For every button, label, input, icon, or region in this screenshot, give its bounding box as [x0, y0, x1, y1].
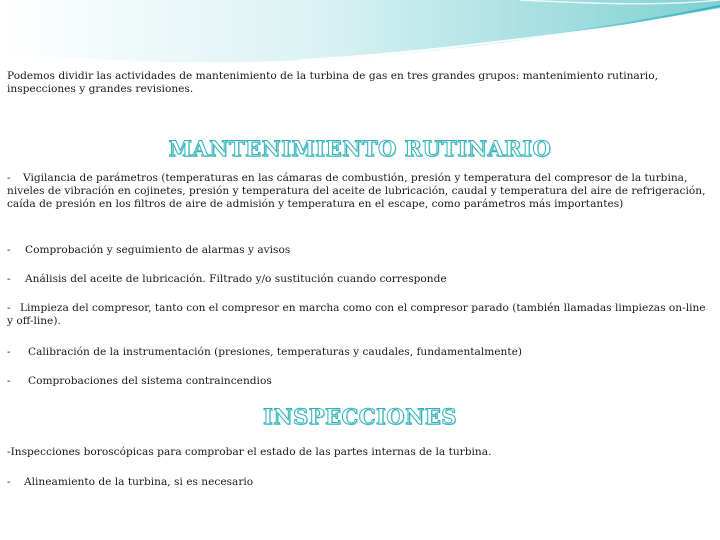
bullet-dash: -: [7, 375, 11, 387]
header-wave-decoration: [0, 0, 720, 70]
list-item-limpieza: Limpieza del compresor, tanto con el compresor en marcha como con el compresor parado (también llamadas limpiezas on-line y off-line).: [7, 302, 706, 328]
heading-mantenimiento-rutinario: MANTENIMIENTO RUTINARIO: [168, 136, 552, 161]
list-item-contraincendios: Comprobaciones del sistema contraincendios: [28, 375, 272, 387]
list-item-alineamiento: Alineamiento de la turbina, si es necesario: [24, 476, 254, 488]
bullet-dash: -: [7, 244, 11, 256]
list-item-aceite: Análisis del aceite de lubricación. Filtrado y/o sustitución cuando corresponde: [25, 273, 447, 285]
list-item-vigilancia: Vigilancia de parámetros (temperaturas en las cámaras de combustión, presión y temperatura del compresor de la turbina, niveles de vibración en cojinetes, presión y temperatura del aceite de lubricación, caudal y temperatura del aire de refrigeración, caída de presión en los filtros de aire de admisión y temperatura en el escape, como parámetros más importantes): [7, 172, 706, 211]
list-item-alarmas: Comprobación y seguimiento de alarmas y avisos: [25, 244, 291, 256]
heading-inspecciones: INSPECCIONES: [263, 404, 457, 429]
intro-paragraph: Podemos dividir las actividades de mantenimiento de la turbina de gas en tres grandes grupos: mantenimiento rutinario, inspecciones y grandes revisiones.: [7, 70, 658, 96]
bullet-dash: -: [7, 302, 11, 314]
bullet-dash: -: [7, 172, 11, 184]
list-item-calibracion: Calibración de la instrumentación (presiones, temperaturas y caudales, fundamentalmente): [28, 346, 523, 358]
list-item-boroscopicas: -Inspecciones boroscópicas para comprobar el estado de las partes internas de la turbina.: [7, 446, 492, 458]
bullet-dash: -: [7, 346, 11, 358]
bullet-dash: -: [7, 273, 11, 285]
bullet-dash: -: [7, 476, 11, 488]
